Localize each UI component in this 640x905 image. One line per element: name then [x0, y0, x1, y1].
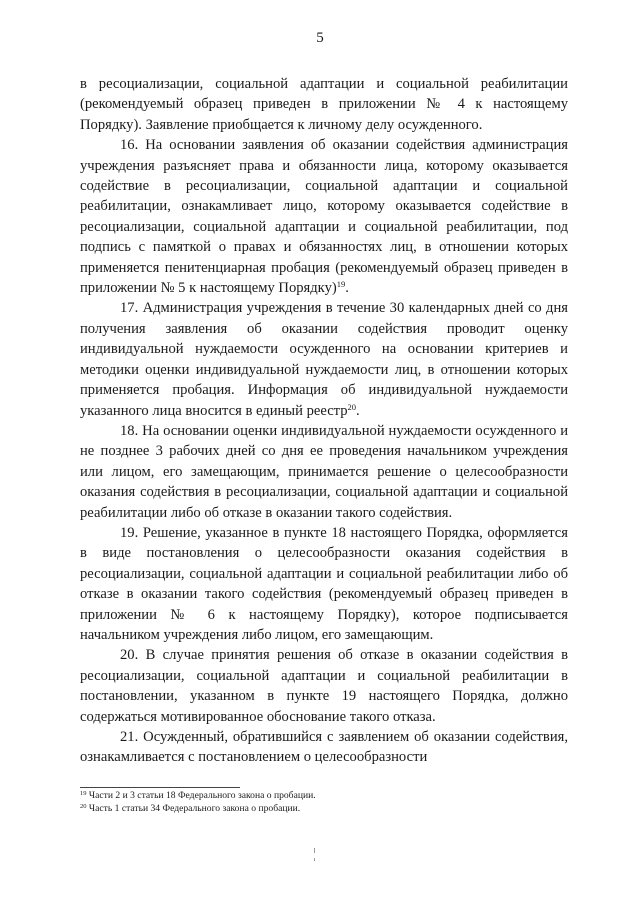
paragraph-end: .: [345, 280, 349, 297]
document-body: [80, 74, 568, 768]
paragraph-16: [80, 135, 568, 298]
footnote-ref-19: 19: [336, 279, 346, 290]
footnote-item: [80, 790, 568, 803]
paragraph-20: [80, 645, 568, 727]
footnotes: [80, 790, 568, 815]
footnote-item: [80, 803, 568, 816]
footnote-text: Части 2 и 3 статьи 18 Федерального закона о пробации.: [88, 790, 316, 801]
paragraph-text: в ресоциализации, социальной адаптации и социальной реабилитации (рекомендуемый образец приведен в приложении № 4 к настоящему Порядку). Заявление приобщается к личному делу осужденного.: [80, 76, 568, 133]
paragraph-text: 19. Решение, указанное в пункте 18 настоящего Порядка, оформляется в виде постановления о целесообразности оказания содействия в ресоциализации, социальной адаптации и социальной реабилитации либо об отказе в оказании такого содействия (рекомендуемый образец приведен в приложении № 6 к настоящему Порядку), которое подписывается начальником учреждения либо лицом, его замещающим.: [80, 524, 568, 643]
footnote-divider: [80, 787, 240, 788]
paragraph-text: 21. Осужденный, обратившийся с заявлением об оказании содействия, ознакамливается с постановлением о целесообразности: [80, 729, 568, 766]
footnote-number: 19: [80, 790, 87, 797]
footnote-number: 20: [80, 802, 87, 810]
footnote-text: Часть 1 статьи 34 Федерального закона о пробации.: [88, 802, 301, 814]
paragraph-19: [80, 523, 568, 645]
paragraph-18: [80, 421, 568, 523]
paragraph-end: .: [356, 402, 360, 419]
scan-speck: [314, 858, 315, 861]
paragraph-text: 17. Администрация учреждения в течение 30 календарных дней со дня получения заявления об оказании содействия проводит оценку индивидуальной нуждаемости осужденного на основании критериев и методики оценки индивидуальной нуждаемости лиц, в отношении которых применяется пробация. Информация об индивидуальной нуждаемости указанного лица вносится в единый реестр: [80, 300, 568, 419]
paragraph-17: [80, 298, 568, 420]
footnote-ref-20: 20: [347, 401, 357, 412]
paragraph-text: 20. В случае принятия решения об отказе в оказании содействия в ресоциализации, социальной адаптации и социальной реабилитации в постановлении, указанном в пункте 19 настоящего Порядка, должно содержаться мотивированное обоснование такого отказа.: [80, 647, 568, 725]
paragraph-21: [80, 727, 568, 768]
page-number: 5: [316, 30, 324, 46]
scan-speck: [314, 848, 315, 853]
paragraph-text: 18. На основании оценки индивидуальной нуждаемости осужденного и не позднее 3 рабочих дней со дня ее проведения начальником учреждения или лицом, его замещающим, принимается решение о целесообразности оказания содействия в ресоциализации, социальной адаптации и социальной реабилитации либо об отказе в оказании такого содействия.: [80, 422, 568, 521]
paragraph-text: 16. На основании заявления об оказании содействия администрация учреждения разъясняет права и обязанности лица, которому оказывается содействие в ресоциализации, социальной адаптации и социальной реабилитации, ознакамливает лицо, которому оказывается содействие в ресоциализации, социальной адаптации и социальной реабилитации, под подпись с памяткой о правах и обязанностях лиц, в отношении которых применяется пенитенциарная пробация (рекомендуемый образец приведен в приложении № 5 к настоящему Порядку): [80, 137, 568, 297]
paragraph-continuation: [80, 74, 568, 135]
